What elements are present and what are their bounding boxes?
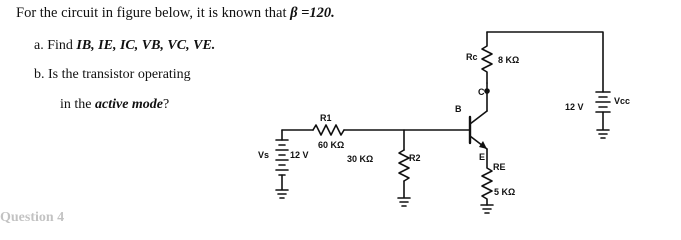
r1-value: 60 KΩ [318,140,345,150]
part-b-line2-after: ? [163,97,170,112]
intro-text: For the circuit in figure below, it is known that [16,5,291,21]
transistor-collector-lead [470,111,487,124]
r2-label: R2 [409,153,421,163]
vcc-value: 12 V [565,102,584,112]
node-b-label: B [455,104,462,114]
node-c-dot [485,89,489,93]
rc-resistor [482,32,492,83]
rc-label: Rc [466,52,478,62]
re-ground [481,205,493,213]
re-label: RE [493,162,506,172]
vs-ground [276,175,288,198]
part-b-prefix: b. Is the transistor operating [34,67,191,82]
node-e-label: E [479,152,486,162]
r1-label: R1 [320,113,332,123]
vcc-label: Vcc [614,96,631,106]
r2-resistor [399,150,409,181]
vcc-battery [596,92,610,112]
r2-ground [398,181,410,206]
vcc-ground [597,112,609,138]
vs-label: Vs [258,150,270,160]
beta-value: β =120. [290,5,335,21]
emitter-arrow [479,141,487,149]
part-b-line2-before: in the [60,97,95,112]
re-value: 5 KΩ [494,187,516,197]
vs-value: 12 V [290,150,309,160]
rc-value: 8 KΩ [498,55,520,65]
vs-battery [276,140,288,175]
node-c-label: C [478,87,485,97]
r1-resistor [313,125,344,135]
part-a-variables: IB, IE, IC, VB, VC, VE. [76,38,216,53]
active-mode-text: active mode [95,97,164,112]
r2-value: 30 KΩ [347,154,374,164]
part-a-prefix: a. Find [34,38,77,53]
next-question-cut-text: Question 4 [0,210,65,225]
